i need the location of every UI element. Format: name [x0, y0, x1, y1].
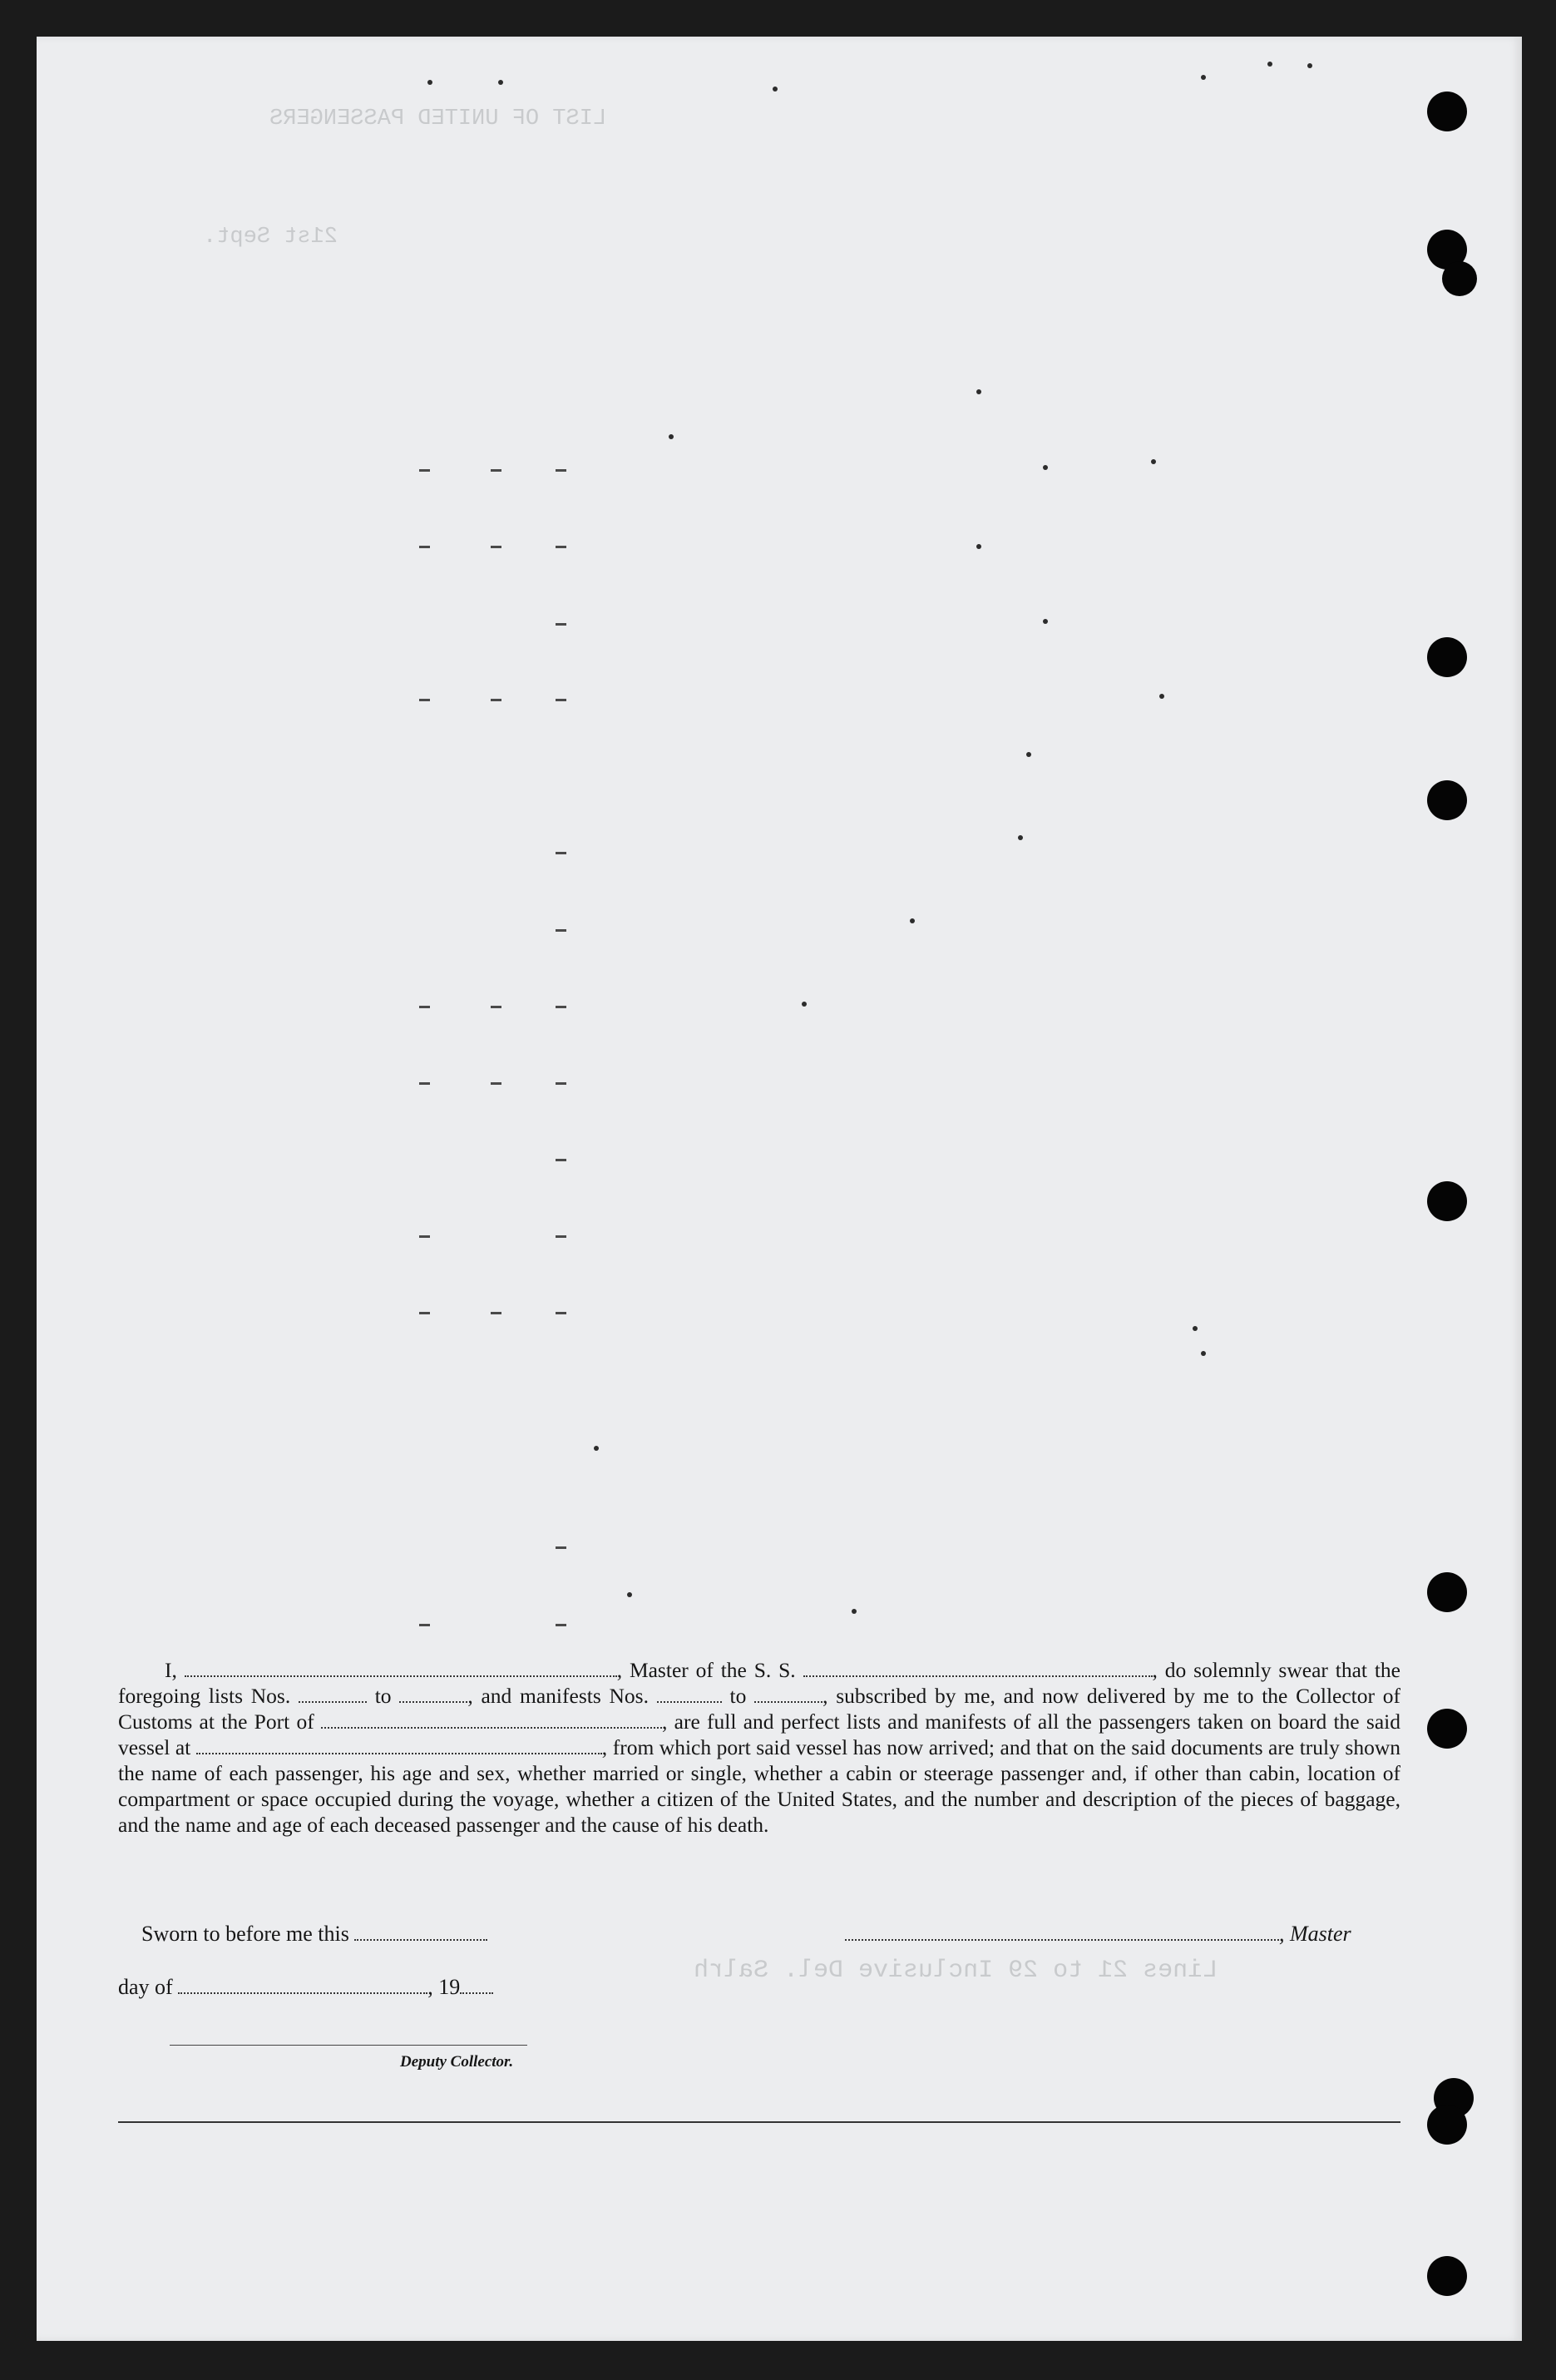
punch-hole: [1427, 1181, 1467, 1221]
bleed-through-date: 21st Sept.: [203, 225, 338, 250]
deputy-signature-line[interactable]: [170, 2045, 527, 2046]
oath-subscribed: , subscribed by me, and now delivered by me to the Collector of Customs at the Port of: [118, 1684, 1401, 1734]
sworn-label: Sworn to before me this: [141, 1922, 349, 1946]
manifest-to-field[interactable]: [754, 1690, 822, 1703]
ink-dot: [1151, 459, 1156, 464]
ink-dot: [1018, 835, 1023, 840]
month-field[interactable]: [178, 1981, 427, 1994]
column-mark: [419, 1006, 430, 1008]
column-mark: [419, 699, 430, 701]
column-mark: [556, 469, 566, 472]
ink-dot: [1201, 75, 1206, 80]
column-mark: [556, 1082, 566, 1085]
ink-dot: [594, 1446, 599, 1451]
oath-master-of: , Master of the S. S.: [616, 1658, 803, 1682]
sworn-row: [141, 1922, 487, 1947]
column-mark: [556, 699, 566, 701]
oath-are-full: , are full and perfect lists and manifests of all the passengers taken on board the said vessel at: [118, 1710, 1400, 1759]
oath-manifests: , and manifests Nos.: [467, 1684, 657, 1708]
bottom-rule: [118, 2121, 1400, 2123]
ink-dot: [910, 918, 915, 923]
master-name-field[interactable]: [185, 1664, 617, 1677]
ink-dot: [976, 389, 981, 394]
ink-dot: [1267, 62, 1272, 67]
day-of-label: day of: [118, 1975, 173, 1999]
oath-from-which: , from which port said vessel has now arrived; and that on the said documents are truly shown the name of each passenger, his age and sex, whether married or single, whether a cabin or steerage passenger and, if other than cabin, location of compartment or space occupied during the voyage, whether a citizen of the United States, and the number and description of the pieces of baggage, and the name and age of each deceased passenger and the cause of his death.: [118, 1735, 1400, 1837]
column-mark: [556, 623, 566, 626]
column-mark: [491, 1006, 501, 1008]
port-field[interactable]: [321, 1715, 662, 1729]
list-from-field[interactable]: [299, 1690, 367, 1703]
master-label: , Master: [1279, 1922, 1351, 1946]
column-mark: [556, 1546, 566, 1549]
column-mark: [556, 929, 566, 932]
column-mark: [491, 699, 501, 701]
column-mark: [419, 469, 430, 472]
ink-dot: [627, 1592, 632, 1597]
year-label: , 19: [427, 1975, 461, 1999]
column-mark: [419, 1235, 430, 1238]
punch-hole: [1427, 2105, 1467, 2145]
ink-dot: [1026, 752, 1031, 757]
ink-dot: [1043, 465, 1048, 470]
punch-hole: [1427, 637, 1467, 677]
bleed-through-header: LIST OF UNITED PASSENGERS: [269, 106, 607, 131]
punch-hole: [1442, 261, 1477, 296]
column-mark: [556, 852, 566, 854]
manifest-from-field[interactable]: [657, 1690, 722, 1703]
master-oath-paragraph: [118, 1657, 1400, 1838]
ink-dot: [976, 544, 981, 549]
departure-port-field[interactable]: [196, 1741, 602, 1754]
punch-hole: [1427, 780, 1467, 820]
oath-to-1: to: [366, 1684, 400, 1708]
ink-dot: [802, 1002, 807, 1007]
master-signature-row: [845, 1922, 1351, 1947]
ink-dot: [427, 80, 432, 85]
bleed-through-footer: Lines 21 to 29 Inclusive Del. Salrh: [694, 1957, 1218, 1985]
ink-dot: [498, 80, 503, 85]
column-mark: [491, 1312, 501, 1314]
day-of-row: [118, 1975, 493, 2000]
document-page: [37, 37, 1522, 2341]
year-field[interactable]: [460, 1981, 493, 1994]
column-mark: [419, 546, 430, 548]
ink-dot: [669, 434, 674, 439]
column-mark: [491, 469, 501, 472]
ship-name-field[interactable]: [803, 1664, 1153, 1677]
column-mark: [491, 1082, 501, 1085]
column-mark: [491, 546, 501, 548]
ink-dot: [852, 1609, 857, 1614]
column-mark: [419, 1082, 430, 1085]
column-mark: [419, 1312, 430, 1314]
punch-hole: [1427, 1572, 1467, 1612]
column-mark: [556, 546, 566, 548]
punch-hole: [1427, 1709, 1467, 1749]
oath-intro: I,: [165, 1658, 185, 1682]
master-signature-field[interactable]: [845, 1927, 1279, 1941]
punch-hole: [1427, 2256, 1467, 2296]
column-mark: [556, 1235, 566, 1238]
oath-to-2: to: [721, 1684, 755, 1708]
column-mark: [419, 1624, 430, 1626]
ink-dot: [1307, 63, 1312, 68]
column-mark: [556, 1624, 566, 1626]
oath-swear: , do solemnly swear that the foregoing lists Nos.: [118, 1658, 1400, 1708]
punch-hole: [1427, 92, 1467, 131]
list-to-field[interactable]: [399, 1690, 467, 1703]
ink-dot: [773, 87, 778, 92]
deputy-collector-label: Deputy Collector.: [400, 2053, 514, 2071]
sworn-date-field[interactable]: [354, 1927, 487, 1941]
column-mark: [556, 1006, 566, 1008]
ink-dot: [1159, 694, 1164, 699]
ink-dot: [1193, 1326, 1198, 1331]
ink-dot: [1201, 1351, 1206, 1356]
ink-dot: [1043, 619, 1048, 624]
column-mark: [556, 1159, 566, 1161]
column-mark: [556, 1312, 566, 1314]
